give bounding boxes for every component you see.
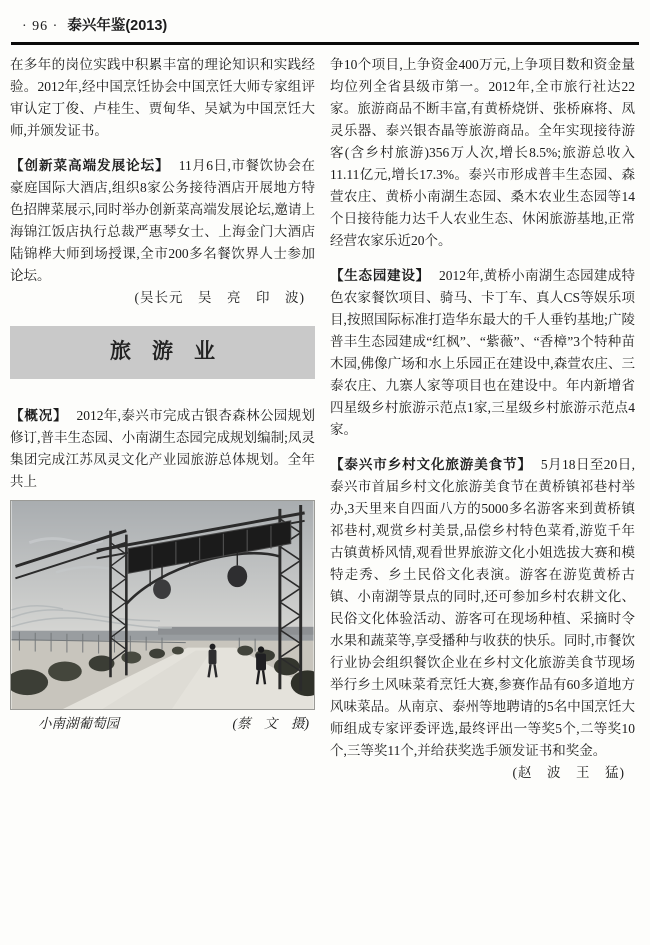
entry-ecopark [330, 265, 635, 441]
treeline [158, 626, 314, 634]
entry-ecopark-body: 2012年,黄桥小南湖生态园建成特色农家餐饮项目、骑马、卡丁车、真人CS等娱乐项目,按照国际标准打造华东最大的千人垂钓基地;广陵普丰生态园建成“红枫”、“紫薇”、“香樟”3个特种苗木园,佛像广场和水上乐园正在建设中,森萱农庄、三泰农庄、九寨人家等项目也在建设中。年内新增省四星级乡村旅游示范点1家,三星级乡村旅游示范点4家。 [330, 267, 635, 437]
photo-credit: (蔡 文 摄) [232, 715, 309, 731]
entry-forum-byline: (吴长元 吴 亮 印 波) [134, 289, 305, 305]
entry-festival-byline: (赵 波 王 猛) [512, 764, 625, 780]
entry-festival [330, 454, 635, 762]
content-columns [10, 54, 640, 784]
header-rule [11, 42, 639, 45]
photo-figure [10, 500, 315, 735]
continuation-paragraph-right: 争10个项目,上争资金400万元,上争项目数和资金量均位列全省县级市第一。2012年,全市旅行社达22家。旅游商品不断丰富,有黄桥烧饼、张桥麻将、凤灵乐器、泰兴银杏晶等旅游商品。全年实现接待游客(含乡村旅游)356万人次,增长8.5%;旅游总收入11.11亿元,增长17.3%。泰兴市形成普丰生态园、森萱农庄、黄桥小南湖生态园、桑木农业生态园等14个日接待能力达千人农业生态、休闲旅游基地,正常经营农家乐近20个。 [330, 56, 635, 248]
entry-overview [10, 405, 315, 493]
page-header [10, 12, 640, 42]
book-title: 泰兴年鉴(2013) [67, 18, 168, 34]
photo-caption: 小南湖葡萄园 [38, 715, 119, 731]
page-number: · 96 · [22, 19, 59, 34]
photo-caption-row [10, 710, 315, 735]
entry-forum-title: 【创新菜高端发展论坛】 [10, 157, 170, 173]
entry-forum [10, 155, 315, 287]
entry-festival-body: 5月18日至20日,泰兴市首届乡村文化旅游美食节在黄桥镇祁巷村举办,3天里来自四面八方的5000多名游客来到黄桥镇祁巷村,观赏乡村美景,品偿乡村特色菜肴,游览千年古镇黄桥风情,观看世界旅游文化小姐选拔大赛和模特走秀、乡土民俗文化表演。游客在游览黄桥古镇、小南湖等景点的同时,还可参加乡村农耕文化、民俗文化体验活动、游客可在现场种植、采摘时令水果和蔬菜等,享受播种与收获的快乐。同时,市餐饮行业协会组织餐饮企业在乡村文化旅游美食节现场举行乡土风味菜肴烹饪大赛,参赛作品有60多道地方风味菜品。从南京、泰州等地聘请的5名中国烹饪大师组成专家评委评选,最终评出一等奖5个,二等奖10个,三等奖11个,并给获奖选手颁发证书和奖金。 [330, 456, 636, 758]
entry-forum-body: 11月6日,市餐饮协会在豪庭国际大酒店,组织8家公务接待酒店开展地方特色招牌菜展示,同时举办创新菜高端发展论坛,邀请上海锦江饭店执行总裁严惠琴女士、上海金门大酒店陆锦桦大师到场授课,全市200多名餐饮界人士参加论坛。 [10, 157, 316, 283]
entry-ecopark-title: 【生态园建设】 [330, 267, 430, 283]
right-column [330, 54, 635, 784]
entry-festival-title: 【泰兴市乡村文化旅游美食节】 [330, 456, 532, 472]
section-title-box [10, 326, 315, 379]
continuation-paragraph: 在多年的岗位实践中积累丰富的理论知识和实践经验。2012年,经中国烹饪协会中国烹饪大师专家组评审认定丁俊、卢桂生、贾甸华、吴斌为中国烹饪大师,并颁发证书。 [10, 56, 315, 138]
entry-overview-body: 2012年,泰兴市完成古银杏森林公园规划修订,普丰生态园、小南湖生态园完成规划编制;凤灵集团完成江苏凤灵文化产业园旅游总体规划。全年共上 [10, 407, 316, 489]
left-column [10, 54, 315, 784]
entry-overview-title: 【概况】 [10, 407, 68, 423]
photo-illustration [10, 500, 315, 710]
section-title: 旅 游 业 [110, 340, 215, 363]
